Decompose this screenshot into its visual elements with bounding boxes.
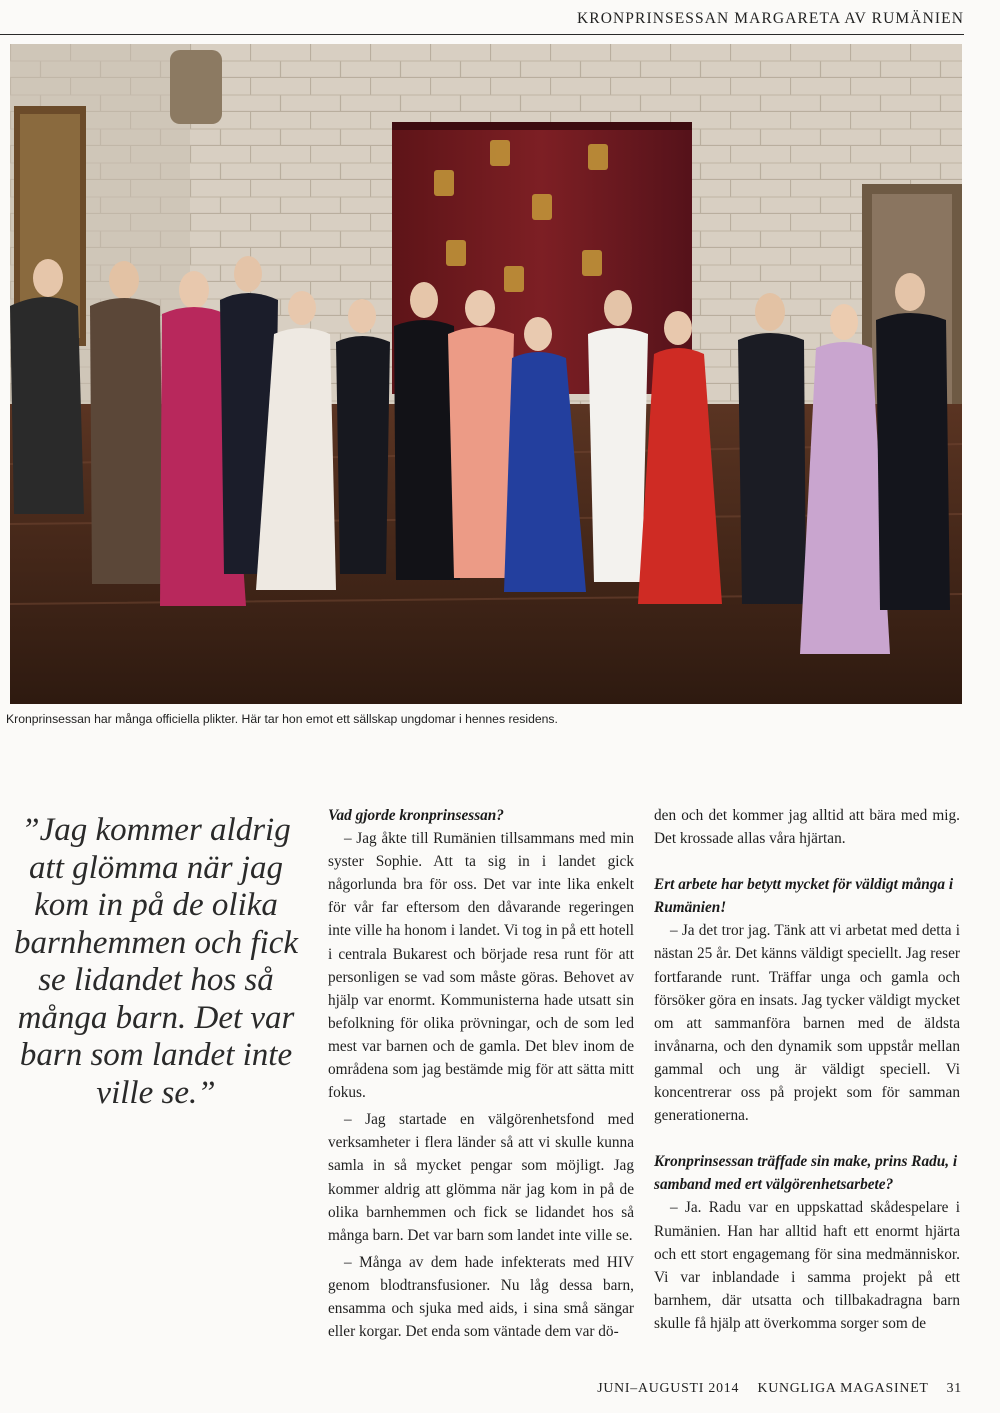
paragraph-continuation: den och det kommer jag alltid att bära med mig. Det krossade allas våra hjärtan. [654, 807, 960, 848]
paragraph: – Jag startade en välgörenhetsfond med verksamheter i flera länder så att vi skulle kunna samla in så mycket pengar som möjligt. Jag kommer aldrig att glömma när jag kom in på de olika barnhemmen och fick se lidandet hos så många barn. Det var barn som landet inte ville se. [328, 1111, 634, 1244]
paragraph: – Ja det tror jag. Tänk att vi arbetat med detta i nästan 25 år. Det känns väldigt speciellt. Jag reser fortfarande runt. Träffar unga och gamla och försöker göra en insats. Jag tycker väldigt mycket om att sammanföra barnen med de äldsta invånarna, och den dynamik som uppstår mellan gammal och ung är väldigt speciell. Vi koncentrerar oss på projekt som för samman generationerna. [654, 922, 960, 1125]
pull-quote-text: ”Jag kommer aldrig att glömma när jag kom in på de olika barnhemmen och fick se lidandet hos så många barn. Det var barn som landet inte ville se.” [13, 812, 299, 1111]
header-rule [0, 34, 964, 35]
paragraph: – Ja. Radu var en uppskattad skådespelare i Rumänien. Han har alltid haft ett enormt hjärta och ett stort engagemang för sina medmänniskor. Vi var inblandade i samma projekt på ett barnhem, där utsatta och tillbakadragna barn skulle få hjälp att överkomma sorger som de [654, 1199, 960, 1332]
paragraph: – Jag åkte till Rumänien tillsammans med min syster Sophie. Att ta sig in i landet gick någorlunda bra för oss. Det var inte lika enkelt för vår far eftersom den dåvarande regeringen inte ville ha honom i landet. Vi tog in på ett hotell i centrala Bukarest och började resa runt för att personligen se vad som måste göras. Behovet av hjälp var enormt. Kommunisterna hade utsatt sin befolkning för olika prövningar, och de som led mest var barnen och de gamla. Det blev inom de områdena som jag bestämde mig för att sätta mitt fokus. [328, 830, 634, 1102]
pull-quote [10, 812, 302, 1112]
article-column-2 [654, 804, 960, 1335]
page-number: 31 [946, 1380, 962, 1395]
question-heading-3: Kronprinsessan träffade sin make, prins Radu, i samband med ert välgörenhetsarbete? [654, 1153, 958, 1194]
footer-magazine: KUNGLIGA MAGASINET [757, 1380, 929, 1395]
question-heading-2: Ert arbete har betytt mycket för väldigt många i Rumänien! [654, 876, 954, 917]
group-photo [10, 44, 962, 704]
paragraph: – Många av dem hade infekterats med HIV genom blodtransfusioner. Nu låg dessa barn, ensamma och sjuka med aids, i sina små sängar eller korgar. Det enda som väntade dem var dö- [328, 1253, 634, 1341]
running-head: KRONPRINSESSAN MARGARETA AV RUMÄNIEN [576, 10, 964, 27]
footer-issue: JUNI–AUGUSTI 2014 [597, 1380, 740, 1395]
photo-illustration [10, 44, 962, 704]
page-footer [597, 1380, 962, 1396]
article-column-1 [328, 804, 634, 1343]
question-heading-1: Vad gjorde kronprinsessan? [328, 807, 504, 824]
photo-caption: Kronprinsessan har många officiella plikter. Här tar hon emot ett sällskap ungdomar i hennes residens. [6, 712, 558, 726]
